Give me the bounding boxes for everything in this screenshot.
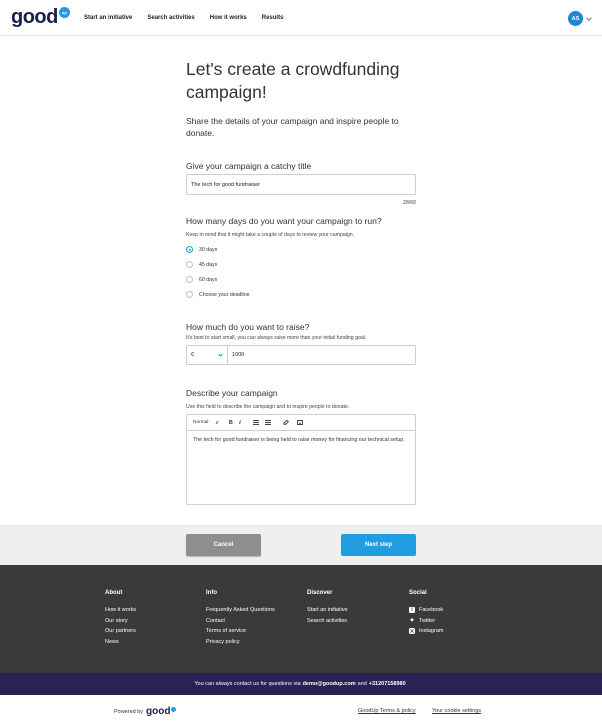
logo-badge: up <box>59 7 70 18</box>
social-link-instagram[interactable] <box>409 626 443 637</box>
powered-by <box>114 706 176 717</box>
days-helper: Keep in mind that it might take a couple of days to review your campaign. <box>186 232 355 238</box>
footer-col-social <box>409 590 443 637</box>
nav-results[interactable]: Results <box>261 15 284 21</box>
powered-logo-text: good <box>146 706 171 717</box>
amount-section <box>186 322 416 365</box>
footer-link[interactable]: How it works <box>105 607 137 613</box>
rich-text-editor <box>186 414 416 505</box>
footer-link[interactable]: Our partners <box>105 628 136 634</box>
currency-select[interactable] <box>187 346 228 364</box>
radio-label: 30 days <box>199 246 218 253</box>
logo-dot-icon <box>171 707 176 712</box>
amount-helper: It's best to start small, you can always raise more than your initial funding goal. <box>186 335 367 341</box>
footer <box>0 565 602 673</box>
campaign-form <box>186 58 416 505</box>
cookie-settings-link[interactable]: Your cookie settings <box>432 708 482 714</box>
social-link-twitter[interactable] <box>409 616 443 627</box>
title-char-counter: 28/60 <box>403 200 416 206</box>
ordered-list-icon[interactable] <box>253 419 259 426</box>
radio-button-checked[interactable] <box>186 246 193 253</box>
currency-value: € <box>191 352 195 358</box>
footer-heading: Social <box>409 590 427 596</box>
radio-button[interactable] <box>186 276 193 283</box>
social-link-facebook[interactable] <box>409 605 443 616</box>
footer-heading: Info <box>206 590 217 596</box>
contact-prefix: You can always contact us for questions via <box>194 681 301 687</box>
title-label: Give your campaign a catchy title <box>186 161 312 171</box>
next-step-button[interactable]: Next step <box>341 534 416 556</box>
nav-search-activities[interactable]: Search activities <box>147 15 195 21</box>
logo-wordmark: good <box>11 6 58 28</box>
footer-link[interactable]: News <box>105 638 119 645</box>
facebook-icon: f <box>409 607 415 613</box>
twitter-icon: ✦ <box>409 617 415 624</box>
campaign-title-input[interactable] <box>186 174 416 195</box>
top-header <box>0 0 602 36</box>
format-select-value: Normal <box>193 420 209 425</box>
social-label: Instagram <box>419 628 444 634</box>
footer-link[interactable]: Our story <box>105 617 128 624</box>
contact-email-link[interactable]: demo@goodup.com <box>302 681 356 687</box>
amount-label: How much do you want to raise? <box>186 322 310 332</box>
footer-link[interactable]: Search activities <box>307 617 348 624</box>
chevron-down-icon <box>218 352 222 356</box>
link-icon[interactable] <box>283 419 290 425</box>
footer-col-about <box>105 590 136 647</box>
describe-section <box>186 388 416 505</box>
title-section <box>186 161 416 206</box>
main-nav <box>84 15 298 21</box>
amount-input[interactable] <box>228 346 415 364</box>
bottom-bar <box>0 695 602 727</box>
bullet-list-icon[interactable] <box>265 419 271 426</box>
contact-and: and <box>357 681 367 687</box>
radio-button[interactable] <box>186 261 193 268</box>
footer-link[interactable]: Contact <box>206 617 225 624</box>
goodup-logo[interactable] <box>11 6 70 28</box>
footer-col-info <box>206 590 275 647</box>
footer-heading: Discover <box>307 590 333 596</box>
page-title: Let's create a crowdfunding campaign! <box>186 59 400 102</box>
cancel-button[interactable]: Cancel <box>186 534 261 556</box>
footer-link[interactable]: Frequently Asked Questions <box>206 607 275 613</box>
footer-link[interactable]: Privacy policy <box>206 638 240 645</box>
chevron-down-icon[interactable] <box>586 15 592 21</box>
image-icon[interactable] <box>297 420 303 425</box>
nav-how-it-works[interactable]: How it works <box>209 15 247 21</box>
nav-start-initiative[interactable]: Start an initiative <box>84 15 133 21</box>
radio-button[interactable] <box>186 291 193 298</box>
days-section <box>186 216 416 299</box>
footer-col-discover <box>307 590 348 626</box>
radio-option-45-days[interactable] <box>186 260 416 269</box>
italic-button[interactable]: I <box>238 419 241 426</box>
contact-phone-link[interactable]: +31207158980 <box>368 681 406 687</box>
social-label: Twitter <box>419 617 436 624</box>
editor-toolbar <box>187 415 415 431</box>
social-label: Facebook <box>419 607 444 613</box>
days-label: How many days do you want your campaign to run? <box>186 216 382 226</box>
powered-by-label: Powered by <box>114 708 144 715</box>
radio-option-30-days[interactable] <box>186 245 416 254</box>
editor-content[interactable]: The tech for good fundraiser is being held to raise money for financing our technical setup. <box>193 437 405 443</box>
contact-strip <box>0 673 602 695</box>
format-select[interactable] <box>193 420 219 425</box>
powered-by-logo[interactable] <box>146 706 176 717</box>
footer-link[interactable]: Terms of service <box>206 628 247 634</box>
terms-policy-link[interactable]: GoodUp Terms & policy <box>358 708 416 714</box>
days-radio-group <box>186 245 416 299</box>
radio-label: 45 days <box>199 261 218 268</box>
radio-option-choose-deadline[interactable] <box>186 290 416 299</box>
radio-label: 60 days <box>199 276 218 283</box>
amount-field <box>186 345 416 365</box>
instagram-icon <box>409 628 415 634</box>
intro-text: Share the details of your campaign and inspire people to donate. <box>186 116 399 138</box>
action-bar <box>0 525 602 565</box>
describe-label: Describe your campaign <box>186 388 278 398</box>
describe-helper: Use this field to describe the campaign and to inspire people to donate. <box>186 404 350 410</box>
user-menu[interactable] <box>568 11 591 26</box>
footer-heading: About <box>105 590 123 596</box>
bold-button[interactable]: B <box>228 419 233 426</box>
updown-icon: ⇵ <box>215 420 219 425</box>
avatar[interactable]: AS <box>568 11 583 26</box>
footer-link[interactable]: Start an initiative <box>307 607 348 613</box>
radio-option-60-days[interactable] <box>186 275 416 284</box>
radio-label: Choose your deadline <box>199 291 250 298</box>
